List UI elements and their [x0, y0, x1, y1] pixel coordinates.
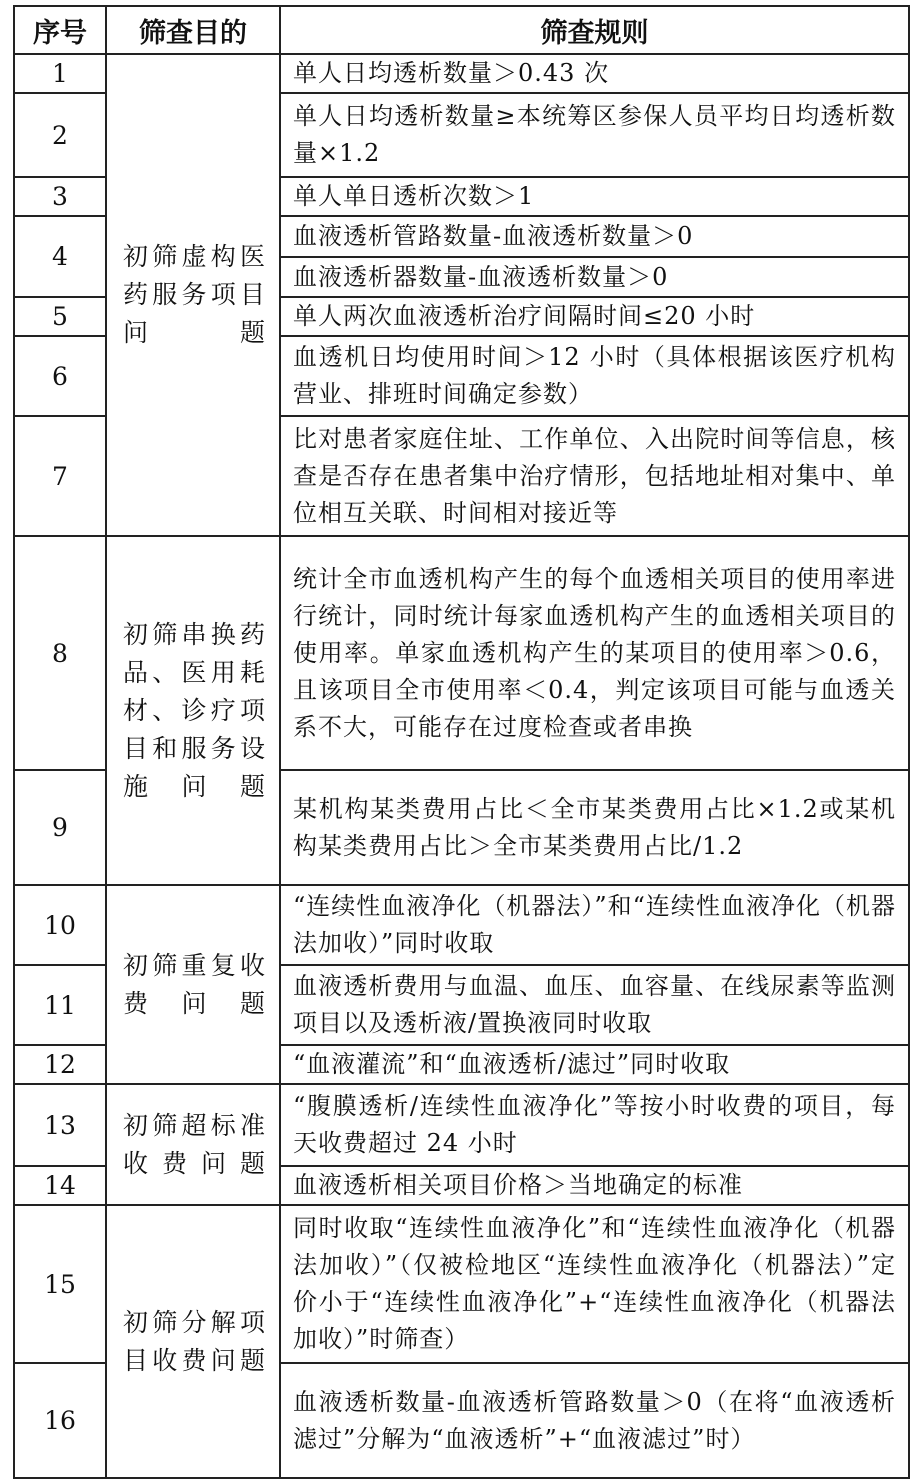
rule-cell: 血透机日均使用时间＞12 小时（具体根据该医疗机构营业、排班时间确定参数）	[280, 336, 909, 416]
rule-cell: 单人日均透析数量＞0.43 次	[280, 54, 909, 93]
row-number: 13	[14, 1084, 106, 1166]
row-number: 7	[14, 416, 106, 536]
rule-cell: 单人日均透析数量≥本统筹区参保人员平均日均透析数量×1.2	[280, 93, 909, 177]
rule-cell: 比对患者家庭住址、工作单位、入出院时间等信息，核查是否存在患者集中治疗情形，包括地址相对集中、单位相互关联、时间相对接近等	[280, 416, 909, 536]
group-purpose: 初筛分解项目收费问题	[106, 1205, 280, 1478]
row-number: 14	[14, 1166, 106, 1205]
screening-table	[13, 5, 910, 1479]
table-row	[14, 1084, 909, 1166]
header-no: 序号	[14, 6, 106, 54]
row-number: 12	[14, 1045, 106, 1084]
rule-cell: “腹膜透析/连续性血液净化”等按小时收费的项目，每天收费超过 24 小时	[280, 1084, 909, 1166]
row-number: 10	[14, 885, 106, 965]
rule-cell: 某机构某类费用占比＜全市某类费用占比×1.2或某机构某类费用占比＞全市某类费用占比/1.2	[280, 770, 909, 885]
table-row	[14, 885, 909, 965]
table-header-row	[14, 6, 909, 54]
rule-cell: 单人两次血液透析治疗间隔时间≤20 小时	[280, 297, 909, 336]
rule-cell: 血液透析器数量-血液透析数量＞0	[280, 257, 909, 297]
row-number: 5	[14, 297, 106, 336]
row-number: 16	[14, 1363, 106, 1478]
header-rule: 筛查规则	[280, 6, 909, 54]
group-purpose: 初筛虚构医药服务项目问题	[106, 54, 280, 536]
rule-cell: “血液灌流”和“血液透析/滤过”同时收取	[280, 1045, 909, 1084]
row-number: 3	[14, 177, 106, 216]
rule-cell: 血液透析管路数量-血液透析数量＞0	[280, 216, 909, 257]
table-row	[14, 1205, 909, 1363]
row-number: 2	[14, 93, 106, 177]
rule-cell: 统计全市血透机构产生的每个血透相关项目的使用率进行统计，同时统计每家血透机构产生的血透相关项目的使用率。单家血透机构产生的某项目的使用率＞0.6，且该项目全市使用率＜0.4，判定该项目可能与血透关系不大，可能存在过度检查或者串换	[280, 536, 909, 770]
rule-cell: 同时收取“连续性血液净化”和“连续性血液净化（机器法加收）”（仅被检地区“连续性血液净化（机器法）”定价小于“连续性血液净化”+“连续性血液净化（机器法加收）”时筛查）	[280, 1205, 909, 1363]
row-number: 11	[14, 965, 106, 1045]
table-row	[14, 536, 909, 770]
rule-cell: 血液透析相关项目价格＞当地确定的标准	[280, 1166, 909, 1205]
row-number: 6	[14, 336, 106, 416]
row-number: 4	[14, 216, 106, 297]
header-purpose: 筛查目的	[106, 6, 280, 54]
rule-cell: 血液透析数量-血液透析管路数量＞0（在将“血液透析滤过”分解为“血液透析”+“血液滤过”时）	[280, 1363, 909, 1478]
rule-cell: 单人单日透析次数＞1	[280, 177, 909, 216]
group-purpose: 初筛超标准收费问题	[106, 1084, 280, 1205]
group-purpose: 初筛串换药品、医用耗材、诊疗项目和服务设施问题	[106, 536, 280, 885]
rule-cell: 血液透析费用与血温、血压、血容量、在线尿素等监测项目以及透析液/置换液同时收取	[280, 965, 909, 1045]
table-row	[14, 54, 909, 93]
row-number: 9	[14, 770, 106, 885]
row-number: 1	[14, 54, 106, 93]
rule-cell: “连续性血液净化（机器法）”和“连续性血液净化（机器法加收）”同时收取	[280, 885, 909, 965]
row-number: 8	[14, 536, 106, 770]
group-purpose: 初筛重复收费问题	[106, 885, 280, 1084]
row-number: 15	[14, 1205, 106, 1363]
